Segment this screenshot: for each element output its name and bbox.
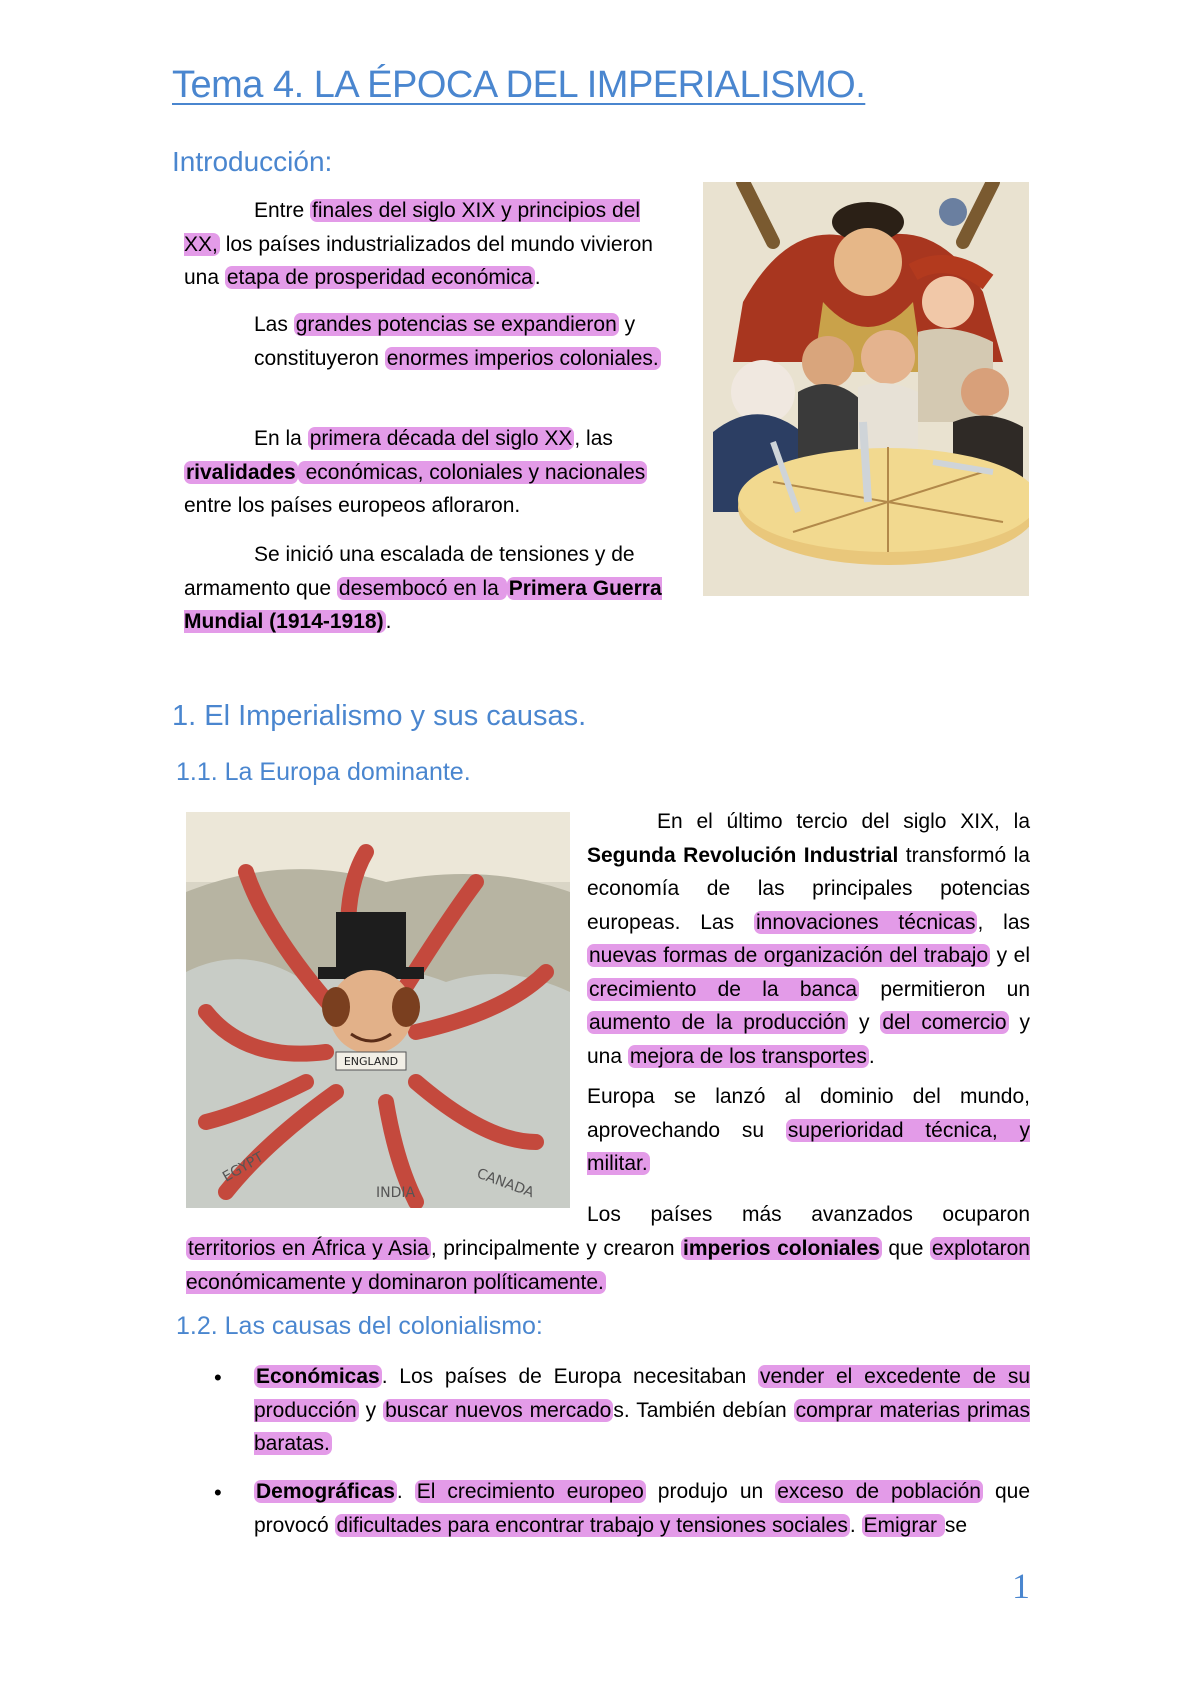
highlight: económicas, coloniales y nacionales bbox=[299, 460, 646, 484]
highlight: El crecimiento europeo bbox=[416, 1480, 644, 1503]
highlight: territorios en África y Asia bbox=[188, 1237, 429, 1260]
bullet-economicas bbox=[254, 1360, 1030, 1461]
section-1-1-heading: 1.1. La Europa dominante. bbox=[176, 758, 471, 786]
highlight: primera década del siglo XX bbox=[309, 427, 573, 450]
section-1-1-text-2 bbox=[587, 1080, 1030, 1181]
highlight: etapa de prosperidad económica bbox=[226, 266, 533, 289]
intro-text-2 bbox=[254, 308, 674, 375]
highlight: vender el excedente de su producción bbox=[254, 1365, 1030, 1422]
highlight: aumento de la producción bbox=[589, 1011, 846, 1034]
section-1-heading: 1. El Imperialismo y sus causas. bbox=[172, 700, 587, 732]
intro-paragraph-2: Las grandes potencias se expandieron y constituyeron enormes imperios coloniales. bbox=[254, 313, 659, 370]
page-title: Tema 4. LA ÉPOCA DEL IMPERIALISMO. bbox=[172, 64, 866, 106]
octopus-cartoon-illustration bbox=[186, 812, 570, 1208]
highlight: nuevas formas de organización del trabajo bbox=[589, 944, 989, 967]
intro-paragraph-1: Entre finales del siglo XIX y principios del XX, los países industrializados del mundo vivieron una etapa de prosperidad económica. bbox=[184, 199, 653, 289]
section-1-1-paragraph-1: En el último tercio del siglo XIX, la Segunda Revolución Industrial transformó la economía de las principales potencias europeas. Las innovaciones técnicas, las nuevas formas de organización del trabajo y el crecimiento de la banca permitieron un aumento de la producción y del comercio y una mejora de los transportes. bbox=[587, 810, 1031, 1068]
china-cartoon-illustration bbox=[703, 182, 1029, 596]
highlight: finales del siglo XIX y principios del XX, bbox=[184, 199, 641, 256]
section-1-1-text-4 bbox=[186, 1232, 1030, 1299]
bullet-icon: • bbox=[214, 1365, 222, 1390]
intro-paragraph-4: Se inició una escalada de tensiones y de armamento que desembocó en la Primera Guerra Mundial (1914-1918). bbox=[184, 543, 662, 633]
highlight: buscar nuevos mercado bbox=[385, 1398, 612, 1422]
intro-paragraph-3: En la primera década del siglo XX, las rivalidades económicas, coloniales y nacionales entre los países europeos afloraron. bbox=[184, 427, 646, 517]
section-1-1-paragraph-2: Europa se lanzó al dominio del mundo, aprovechando su superioridad técnica, y militar. bbox=[587, 1085, 1030, 1175]
section-1-2-heading: 1.2. Las causas del colonialismo: bbox=[176, 1312, 543, 1340]
highlight: enormes imperios coloniales. bbox=[386, 346, 659, 370]
intro-text-3 bbox=[184, 422, 679, 523]
highlight: desembocó en la bbox=[338, 576, 505, 600]
highlight: Primera Guerra Mundial (1914-1918) bbox=[184, 576, 662, 633]
bullet-demograficas-text: Demográficas. El crecimiento europeo produjo un exceso de población que provocó dificultades para encontrar trabajo y tensiones sociales. Emigrar se bbox=[254, 1480, 1030, 1537]
highlight: Económicas bbox=[256, 1365, 380, 1388]
highlight: Emigrar bbox=[863, 1513, 943, 1537]
section-1-1-paragraph-3a: Los países más avanzados ocuparon bbox=[587, 1203, 1030, 1226]
page-number: 1 bbox=[1012, 1566, 1030, 1606]
section-1-1-text-3 bbox=[587, 1198, 1030, 1232]
highlight: Demográficas bbox=[256, 1480, 395, 1503]
highlight: innovaciones técnicas bbox=[755, 910, 976, 934]
highlight: grandes potencias se expandieron bbox=[295, 313, 617, 336]
section-1-1-text-1 bbox=[587, 805, 1030, 1073]
bullet-demograficas bbox=[254, 1475, 1030, 1542]
highlight: rivalidades bbox=[186, 460, 296, 484]
india-label: INDIA bbox=[376, 1185, 416, 1201]
canada-label: CANADA bbox=[474, 1165, 537, 1202]
intro-heading: Introducción: bbox=[172, 146, 333, 177]
highlight: comprar materias primas baratas. bbox=[254, 1398, 1030, 1455]
intro-text bbox=[184, 194, 679, 295]
england-label: ENGLAND bbox=[343, 1055, 399, 1068]
highlight: mejora de los transportes bbox=[629, 1044, 867, 1068]
egypt-label: EGYPT bbox=[220, 1149, 267, 1186]
intro-text-4 bbox=[184, 538, 684, 639]
highlight: superioridad técnica, y militar. bbox=[587, 1118, 1030, 1175]
highlight: del comercio bbox=[882, 1011, 1007, 1034]
section-1-1-paragraph-3: territorios en África y Asia, principalmente y crearon imperios coloniales que explotaron económicamente y dominaron políticamente. bbox=[186, 1237, 1030, 1294]
highlight: explotaron económicamente y dominaron políticamente. bbox=[186, 1237, 1030, 1294]
highlight: dificultades para encontrar trabajo y tensiones sociales bbox=[336, 1513, 848, 1537]
highlight: exceso de población bbox=[777, 1480, 981, 1503]
bullet-icon: • bbox=[214, 1480, 222, 1505]
china-cartoon-svg bbox=[703, 182, 1029, 596]
highlight: imperios coloniales bbox=[683, 1237, 880, 1260]
octopus-cartoon-svg bbox=[186, 812, 570, 1208]
highlight: crecimiento de la banca bbox=[589, 977, 858, 1001]
bullet-economicas-text: Económicas. Los países de Europa necesitaban vender el excedente de su producción y buscar nuevos mercados. También debían comprar materias primas baratas. bbox=[254, 1365, 1030, 1455]
